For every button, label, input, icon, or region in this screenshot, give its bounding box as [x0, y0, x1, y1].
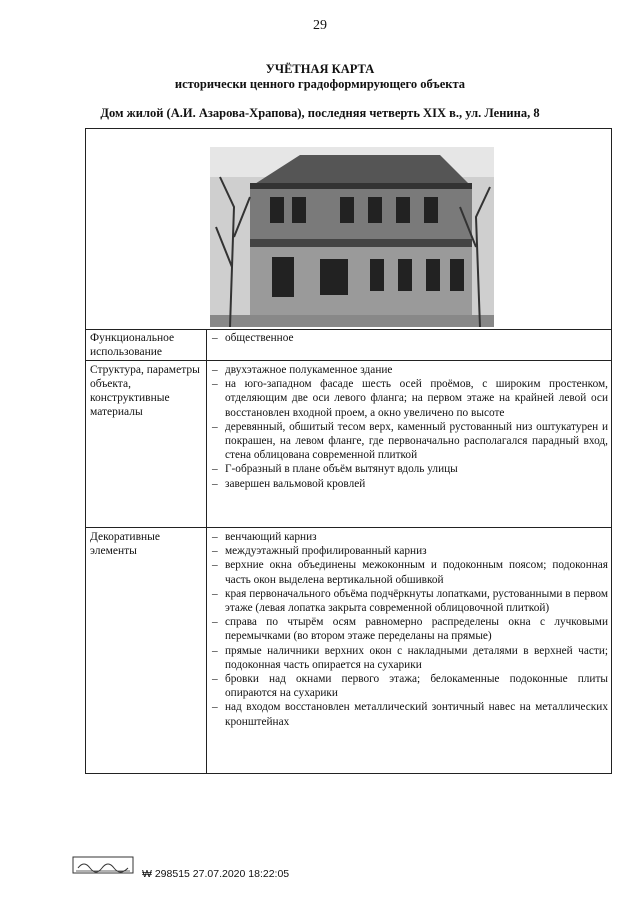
title-line-2: исторически ценного градоформирующего объекта — [174, 77, 466, 91]
registry-stamp-icon — [72, 856, 134, 874]
row-content — [212, 363, 608, 491]
row-decorative — [86, 528, 611, 773]
registration-card-table — [85, 128, 612, 774]
building-photo-graphic — [210, 147, 494, 327]
footer-text: 298515 27.07.2020 18:22:05 — [154, 868, 290, 880]
building-photo — [210, 147, 494, 327]
list-item: – венчающий карниз — [212, 530, 608, 544]
row-label: Функциональное использование — [90, 332, 175, 358]
list-item: – над входом восстановлен металлический зонтичный навес на металлических кронштейнах — [212, 700, 608, 728]
list-item: – общественное — [212, 331, 608, 345]
list-item: – двухэтажное полукаменное здание — [212, 363, 608, 377]
list-item: – бровки над окнами первого этажа; белокаменные подоконные плиты опираются на сухарики — [212, 672, 608, 700]
list-item: – на юго-западном фасаде шесть осей проёмов, с широким простенком, отделяющим две оси левого фланга; на первом этаже на крайней левой оси восстановлен входной проем, а окно увеличено по высоте — [212, 377, 608, 420]
row-content — [212, 331, 608, 345]
list-item: – прямые наличники верхних окон с накладными деталями в верхней части; подоконная часть опирается на сухарики — [212, 644, 608, 672]
object-subtitle: Дом жилой (А.И. Азарова-Храпова), последняя четверть XIX в., ул. Ленина, 8 — [100, 106, 540, 120]
list-item: – завершен вальмовой кровлей — [212, 477, 608, 491]
list-item: – Г-образный в плане объём вытянут вдоль улицы — [212, 462, 608, 476]
document-title — [0, 62, 640, 92]
row-functional-use — [86, 329, 611, 361]
photo-cell — [86, 129, 611, 330]
page-number: 29 — [313, 18, 327, 33]
title-line-1: УЧЁТНАЯ КАРТА — [265, 62, 375, 76]
list-item: – деревянный, обшитый тесом верх, каменный рустованный низ оштукатурен и покрашен, на левом фланге, где первоначально располагался парадный вход, стена облицована современной плиткой — [212, 420, 608, 463]
footer-mark-icon: ₩ — [142, 868, 152, 880]
list-item: – справа по чтырём осям равномерно распределены окна с лучковыми перемычками (во втором этаже переделаны на прямые) — [212, 615, 608, 643]
document-footer — [142, 868, 289, 880]
row-label: Структура, параметры объекта, конструктивные материалы — [90, 364, 200, 418]
list-item: – края первоначального объёма подчёркнуты лопатками, рустованными в первом этаже (левая лопатка закрыта современной облицовочной плиткой) — [212, 587, 608, 615]
list-item: – верхние окна объединены межоконным и подоконным поясом; подоконная часть окон выделена вертикальной обшивкой — [212, 558, 608, 586]
row-label: Декоративные элементы — [90, 531, 160, 557]
list-item: – междуэтажный профилированный карниз — [212, 544, 608, 558]
row-content — [212, 530, 608, 729]
row-structure — [86, 361, 611, 528]
